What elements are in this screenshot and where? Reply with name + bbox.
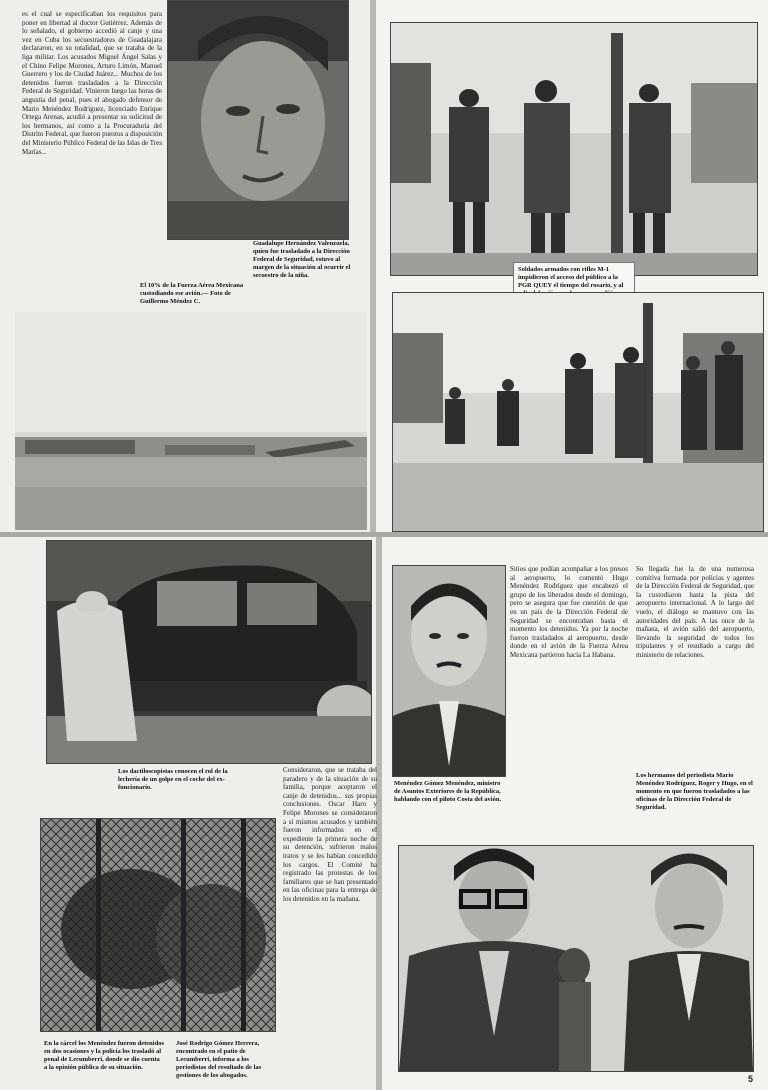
photo-caption: José Rodrigo Gómez Herrera, encontrado en el patio de Lecumberri, informa a los periodistas del resultado de las gestiones de los abogados. xyxy=(176,1040,262,1079)
soldiers-photo xyxy=(390,22,758,276)
airfield-photo xyxy=(15,312,367,530)
photo-caption: En la cárcel los Menéndez fueron detenidos en dos ocasiones y la policía los trasladó al penal de Lecumberri, donde se dio cuenta a la opinión pública de su situación. xyxy=(44,1040,164,1071)
article-text: Consideraron, que se trataba del paradero y de la situación de su familia, porque aceptaron el canje de detenidos... sus propias conclusiones. Oscar Haro y Felipe Morones se consideraron a sí mismos acusados y también fueron informados en el expediente la primera noche de su detención, sufrieron malos tratos y se les habían concedido los cargos. El Comité ha registrado las protestas de los familiares que se han presentado en las oficinas para la entrega de los detenidos en la mañana. xyxy=(283,766,377,903)
page-divider xyxy=(0,532,768,537)
photo-caption: Los dactiloscopistas conocen el rol de la lechería de un golpe en el coche del ex-funcionario. xyxy=(118,768,228,791)
article-column xyxy=(22,10,162,300)
spine-gutter-top xyxy=(370,0,376,535)
portrait-photo-mustache xyxy=(392,565,506,777)
photo-caption: Menéndez Gómez Menéndez, ministro de Asuntos Exteriores de la República, hablando con el piloto Costa del avión. xyxy=(394,780,502,803)
article-text: Sitios que podían acompañar a los presos al aeropuerto, lo comentó Hugo Menéndez Rodríguez que encabezó el grupo de los liberados desde el domingo, pero se asegura que fue cuestión de que en un país de la Dirección Federal de Seguridad se encontraban hasta el momento los detenidos. Ya por la noche fueron trasladados al aeropuerto, desde donde en el avión de la Fuerza Aérea Mexicana partieron hacia La Habana. xyxy=(510,565,628,659)
article-column xyxy=(636,565,754,755)
photo-caption: El 10% de la Fuerza Aérea Mexicana custodiando ese avión.— Foto de Guillermo Méndez C. xyxy=(140,282,244,305)
car-inspection-photo xyxy=(46,540,372,764)
photo-caption: Guadalupe Hernández Valenzuela, quien fue trasladado a la Dirección Federal de Seguridad, estuvo al margen de la situación al ocurrir el secuestro de la niña. xyxy=(253,240,351,279)
page-number: 5 xyxy=(748,1074,754,1084)
fence-photo xyxy=(40,818,276,1032)
article-column xyxy=(283,766,377,1084)
article-text: es el cual se especificaban los requisitos para poner en libertad al doctor Gutiérrez. Además de lo señalado, el gobierno accedió al canje y una vez en Cuba los secuestradores de Guadalajara declararon, en su totalidad, que se trataba de la liga militar. Los acusados Miguel Ángel Salas y el Chino Felipe Morones, Arturo Limón, Manuel Guerrero y los de Ciudad Juárez... Muchos de los detenidos fueron trasladados a la Dirección Federal de Seguridad. Vinieron luego las horas de angustia del penal, pues el abogado defensor de Mario Menéndez Rodríguez, licenciado Enrique Ortega Arenas, acudió a presentar su solicitud de los hermanos, así como a la Procuraduría del Distrito Federal, que fueron puestos a disposición del Ministerio Público Federal de las Islas de Tres Marías... xyxy=(22,10,162,156)
photo-caption: Soldados armados con rifles M-1 impidieron el acceso del público a la PGR QUEY el tiempo del rosario, y al xyxy=(513,262,635,324)
street-crowd-photo xyxy=(392,292,764,532)
article-text: Su llegada fue la de una numerosa comitiva formada por policías y agentes de la Dirección Federal de Seguridad, que la custodiaron hasta la pista del aeropuerto internacional. A lo largo del vuelo, el diálogo se mantuvo con las autoridades del país. A las once de la mañana, el avión salió del aeropuerto, llevando la seguridad de todos los tripulantes y el resultado a cargo del ministerio de relaciones. xyxy=(636,565,754,659)
article-column xyxy=(510,565,628,847)
photo-caption: Los hermanos del periodista Mario Menéndez Rodríguez, Roger y Hugo, en el momento en que fueron trasladados a las oficinas de la Dirección Federal de Seguridad. xyxy=(636,772,753,811)
two-men-photo xyxy=(398,845,754,1072)
portrait-photo-man xyxy=(167,0,349,240)
